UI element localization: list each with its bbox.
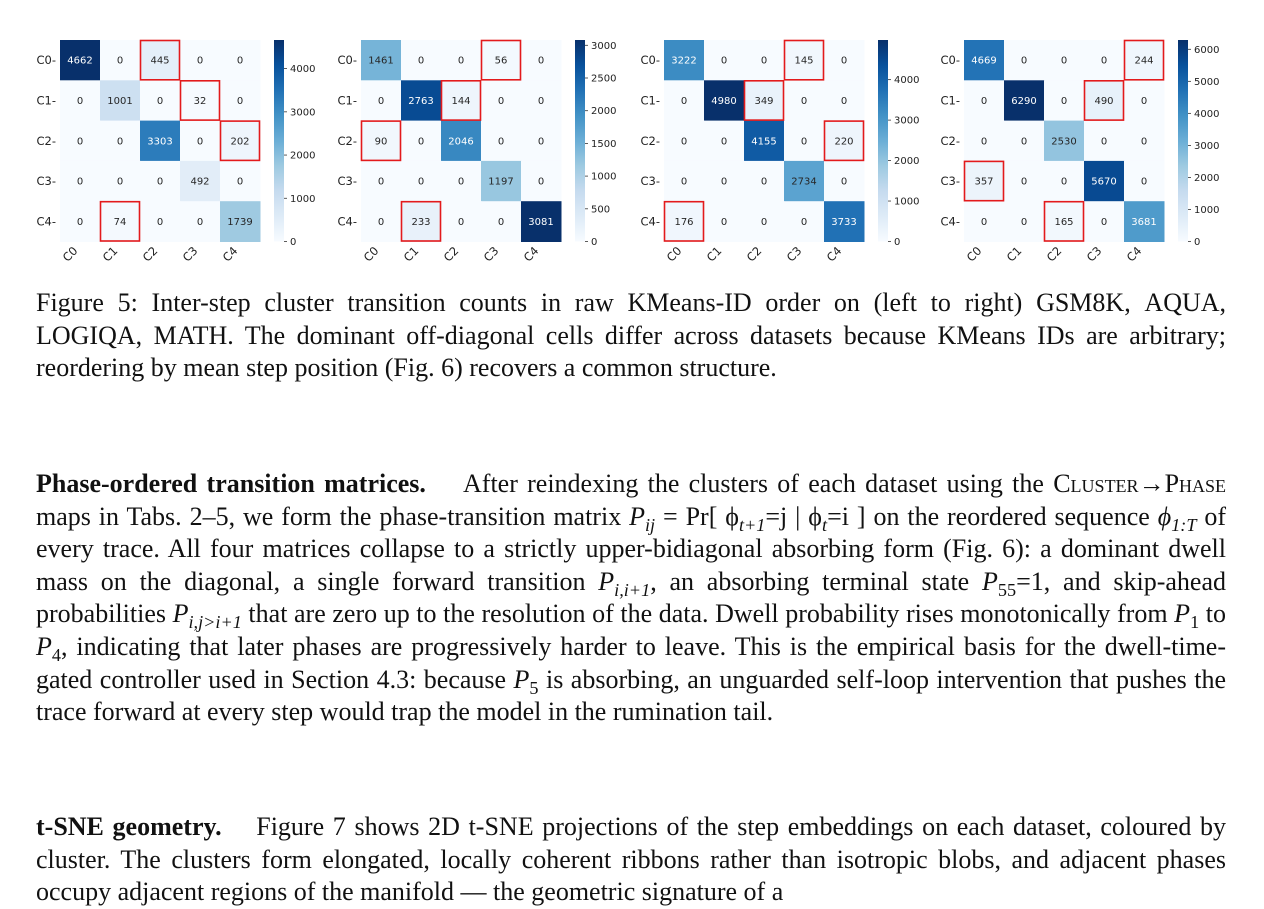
cell-value-label: 1197 xyxy=(488,176,514,188)
cell-value-label: 0 xyxy=(760,216,768,228)
cell-value-label: 4155 xyxy=(751,136,777,148)
col-tick-label: C3 xyxy=(783,243,805,265)
col-tick-label: C2 xyxy=(440,243,462,265)
cell-value-label: 0 xyxy=(537,176,545,188)
row-tick-label: C3- xyxy=(640,174,660,189)
cell-value-label: 90 xyxy=(374,136,388,148)
colorbar-tick-label: 1000 xyxy=(591,171,617,183)
col-tick-label: C1 xyxy=(400,243,422,265)
cell-value-label: 0 xyxy=(76,176,84,188)
cell-value-label: 165 xyxy=(1054,216,1074,228)
cell-value-label: 1739 xyxy=(227,216,253,228)
cell-value-label: 244 xyxy=(1134,55,1154,67)
cell-value-label: 0 xyxy=(840,55,848,67)
cell-value-label: 6290 xyxy=(1011,95,1037,107)
cell-value-label: 0 xyxy=(537,95,545,107)
row-tick-label: C2- xyxy=(940,133,960,148)
cell-value-label: 0 xyxy=(1140,95,1148,107)
colorbar-tick-label: 0 xyxy=(894,237,901,248)
cell-value-label: 0 xyxy=(1140,136,1148,148)
cell-value-label: 233 xyxy=(411,216,431,228)
col-tick-label: C3 xyxy=(179,243,201,265)
row-tick-label: C1- xyxy=(36,93,56,108)
cell-value-label: 0 xyxy=(980,216,988,228)
cell-value-label: 4669 xyxy=(971,55,997,67)
cell-value-label: 0 xyxy=(417,55,425,67)
cell-value-label: 0 xyxy=(680,176,688,188)
col-tick-label: C3 xyxy=(480,243,502,265)
col-tick-label: C1 xyxy=(703,243,725,265)
cell-value-label: 74 xyxy=(113,216,127,228)
cell-value-label: 0 xyxy=(457,176,465,188)
cell-value-label: 0 xyxy=(236,95,244,107)
colorbar-tick-label: 4000 xyxy=(894,75,920,87)
col-tick-label: C0 xyxy=(59,243,81,265)
cell-value-label: 0 xyxy=(196,136,204,148)
cell-value-label: 202 xyxy=(230,136,250,148)
colorbar-tick-label: 3000 xyxy=(1194,140,1220,152)
col-tick-label: C0 xyxy=(360,243,382,265)
cell-value-label: 0 xyxy=(236,176,244,188)
cell-value-label: 0 xyxy=(1060,95,1068,107)
colorbar xyxy=(878,40,888,242)
cell-value-label: 0 xyxy=(417,136,425,148)
col-tick-label: C0 xyxy=(663,243,685,265)
row-tick-label: C1- xyxy=(940,93,960,108)
cell-value-label: 0 xyxy=(156,216,164,228)
cell-value-label: 0 xyxy=(720,176,728,188)
row-tick-label: C0- xyxy=(36,53,56,68)
row-tick-label: C4- xyxy=(36,214,56,229)
cell-value-label: 490 xyxy=(1094,95,1114,107)
cell-value-label: 0 xyxy=(377,216,385,228)
cell-value-label: 145 xyxy=(794,55,814,67)
col-tick-label: C0 xyxy=(963,243,985,265)
heatmap-panel-math xyxy=(934,0,1234,275)
row-tick-label: C2- xyxy=(640,133,660,148)
col-tick-label: C2 xyxy=(1043,243,1065,265)
colorbar-tick-label: 2000 xyxy=(1194,172,1220,184)
col-tick-label: C4 xyxy=(219,243,241,265)
cell-value-label: 0 xyxy=(1100,55,1108,67)
cell-value-label: 0 xyxy=(537,55,545,67)
colorbar-tick-label: 500 xyxy=(591,204,611,216)
cell-value-label: 0 xyxy=(1060,55,1068,67)
row-tick-label: C0- xyxy=(640,53,660,68)
cell-value-label: 0 xyxy=(1100,216,1108,228)
row-tick-label: C1- xyxy=(337,93,357,108)
cell-value-label: 0 xyxy=(1060,176,1068,188)
cell-value-label: 0 xyxy=(196,55,204,67)
col-tick-label: C4 xyxy=(520,243,542,265)
cell-value-label: 56 xyxy=(494,55,508,67)
row-tick-label: C0- xyxy=(337,53,357,68)
colorbar-tick-label: 2000 xyxy=(894,156,920,168)
cell-value-label: 2734 xyxy=(791,176,817,188)
cell-value-label: 0 xyxy=(980,95,988,107)
paragraph-heading: Phase-ordered transition matrices. xyxy=(36,469,426,498)
cell-value-label: 0 xyxy=(840,176,848,188)
colorbar-tick-label: 1000 xyxy=(894,196,920,208)
colorbar-tick-label: 2000 xyxy=(591,106,617,118)
cell-value-label: 3733 xyxy=(831,216,857,228)
cell-value-label: 0 xyxy=(116,176,124,188)
colorbar-tick-label: 1000 xyxy=(1194,204,1220,216)
row-tick-label: C4- xyxy=(337,214,357,229)
row-tick-label: C4- xyxy=(640,214,660,229)
cell-value-label: 0 xyxy=(1020,176,1028,188)
cell-value-label: 0 xyxy=(1100,136,1108,148)
cell-value-label: 0 xyxy=(1020,136,1028,148)
row-tick-label: C3- xyxy=(337,174,357,189)
cell-value-label: 0 xyxy=(720,216,728,228)
cell-value-label: 0 xyxy=(720,55,728,67)
colorbar-tick-label: 0 xyxy=(1194,237,1201,248)
colorbar-tick-label: 4000 xyxy=(290,64,316,76)
cell-value-label: 0 xyxy=(1140,176,1148,188)
paragraph-heading: t-SNE geometry. xyxy=(36,812,222,841)
cell-value-label: 0 xyxy=(800,95,808,107)
col-tick-label: C3 xyxy=(1083,243,1105,265)
heatmap-panel-aqua xyxy=(331,0,631,275)
cell-value-label: 2530 xyxy=(1051,136,1077,148)
colorbar-tick-label: 3000 xyxy=(591,40,617,52)
cell-value-label: 0 xyxy=(720,136,728,148)
paragraph-tsne: t-SNE geometry. Figure 7 shows 2D t-SNE projections of the step embeddings on each dataset, coloured by cluster. The clusters form elongated, locally coherent ribbons rather than isotropic blobs, and adjacent phases occupy adjacent regions of the manifold — the geometric signature of a xyxy=(36,812,1227,907)
cell-value-label: 0 xyxy=(377,176,385,188)
colorbar-tick-label: 0 xyxy=(290,237,297,248)
cell-value-label: 3681 xyxy=(1131,216,1157,228)
cell-value-label: 0 xyxy=(196,216,204,228)
cell-value-label: 2763 xyxy=(408,95,434,107)
cell-value-label: 0 xyxy=(116,55,124,67)
colorbar-tick-label: 4000 xyxy=(1194,108,1220,120)
cell-value-label: 0 xyxy=(76,136,84,148)
cell-value-label: 0 xyxy=(980,136,988,148)
cell-value-label: 0 xyxy=(497,136,505,148)
col-tick-label: C4 xyxy=(1123,243,1145,265)
cell-value-label: 0 xyxy=(116,136,124,148)
col-tick-label: C1 xyxy=(1003,243,1025,265)
cell-value-label: 144 xyxy=(451,95,471,107)
cell-value-label: 0 xyxy=(680,136,688,148)
cell-value-label: 176 xyxy=(674,216,694,228)
cell-value-label: 0 xyxy=(417,176,425,188)
heatmap-panel-logiqa xyxy=(634,0,934,275)
cell-value-label: 32 xyxy=(193,95,207,107)
figure-5 xyxy=(0,0,1264,275)
cell-value-label: 0 xyxy=(156,176,164,188)
cell-value-label: 0 xyxy=(840,95,848,107)
cell-value-label: 0 xyxy=(760,176,768,188)
row-tick-label: C1- xyxy=(640,93,660,108)
cell-value-label: 3303 xyxy=(147,136,173,148)
colorbar xyxy=(274,40,284,242)
cell-value-label: 492 xyxy=(190,176,210,188)
colorbar xyxy=(575,40,585,242)
cell-value-label: 0 xyxy=(760,55,768,67)
paragraph-phase-ordered: Phase-ordered transition matrices. After reindexing the clusters of each dataset using the Cluster→Phase maps in Tabs. 2–5, we form the phase-transition matrix $P_{ij} = Pr$[ $\phi_{t+1}=j$ | $\phi_t=i$ ] on the reordered sequence $\phi_{1:T}$ of every trace. All four matrices collapse to a strictly upper-bidiagonal absorbing form (Fig. 6): a dominant dwell mass on the diagonal, a single forward transition $P_{i,i+1}$, an absorbing terminal state $P_{55}=1$, and skip-ahead probabilities $P_{i,j>i+1}$ that are zero up to the resolution of the data. Dwell probability rises monotonically from $P_1$ to $P_4$, indicating that later phases are progressively harder to leave. This is the empirical basis for the dwell-time-gated controller used in Section 4.3: because $P_5$ is absorbing, an unguarded self-loop intervention that pushes the trace forward at every step would trap the model in the rumination tail. xyxy=(36,469,1227,727)
colorbar-tick-label: 1000 xyxy=(290,193,316,205)
cell-value-label: 357 xyxy=(974,176,994,188)
cell-value-label: 0 xyxy=(497,95,505,107)
cell-value-label: 445 xyxy=(150,55,170,67)
colorbar-tick-label: 1500 xyxy=(591,138,617,150)
cell-value-label: 0 xyxy=(800,136,808,148)
cell-value-label: 2046 xyxy=(448,136,474,148)
row-tick-label: C2- xyxy=(36,133,56,148)
cell-value-label: 0 xyxy=(156,95,164,107)
cell-value-label: 1461 xyxy=(368,55,394,67)
cell-value-label: 0 xyxy=(76,216,84,228)
row-tick-label: C4- xyxy=(940,214,960,229)
figure-caption: Figure 5: Inter-step cluster transition counts in raw KMeans-ID order on (left to right) GSM8K, AQUA, LOGIQA, MATH. The dominant off-diagonal cells differ across datasets because KMeans IDs are arbitrary; reordering by mean step position (Fig. 6) recovers a common structure. xyxy=(36,288,1227,383)
colorbar xyxy=(1178,40,1188,242)
col-tick-label: C1 xyxy=(99,243,121,265)
col-tick-label: C2 xyxy=(139,243,161,265)
row-tick-label: C3- xyxy=(940,174,960,189)
col-tick-label: C2 xyxy=(743,243,765,265)
cell-value-label: 349 xyxy=(754,95,774,107)
cell-value-label: 0 xyxy=(537,136,545,148)
cell-value-label: 4980 xyxy=(711,95,737,107)
cell-value-label: 3222 xyxy=(671,55,697,67)
cell-value-label: 0 xyxy=(377,95,385,107)
cell-value-label: 0 xyxy=(1020,216,1028,228)
cell-value-label: 0 xyxy=(236,55,244,67)
cell-value-label: 220 xyxy=(834,136,854,148)
colorbar-tick-label: 5000 xyxy=(1194,76,1220,88)
row-tick-label: C0- xyxy=(940,53,960,68)
cell-value-label: 5670 xyxy=(1091,176,1117,188)
colorbar-tick-label: 6000 xyxy=(1194,44,1220,56)
cell-value-label: 0 xyxy=(457,55,465,67)
row-tick-label: C3- xyxy=(36,174,56,189)
cell-value-label: 3081 xyxy=(528,216,554,228)
heatmap-panel-gsm8k xyxy=(30,0,330,275)
cell-value-label: 0 xyxy=(457,216,465,228)
colorbar-tick-label: 2500 xyxy=(591,73,617,85)
col-tick-label: C4 xyxy=(823,243,845,265)
colorbar-tick-label: 3000 xyxy=(290,107,316,119)
cell-value-label: 0 xyxy=(76,95,84,107)
cell-value-label: 0 xyxy=(800,216,808,228)
colorbar-tick-label: 0 xyxy=(591,237,598,248)
cell-value-label: 1001 xyxy=(107,95,133,107)
row-tick-label: C2- xyxy=(337,133,357,148)
cell-value-label: 0 xyxy=(680,95,688,107)
colorbar-tick-label: 2000 xyxy=(290,150,316,162)
colorbar-tick-label: 3000 xyxy=(894,115,920,127)
cell-value-label: 0 xyxy=(497,216,505,228)
cell-value-label: 4662 xyxy=(67,55,93,67)
cell-value-label: 0 xyxy=(1020,55,1028,67)
